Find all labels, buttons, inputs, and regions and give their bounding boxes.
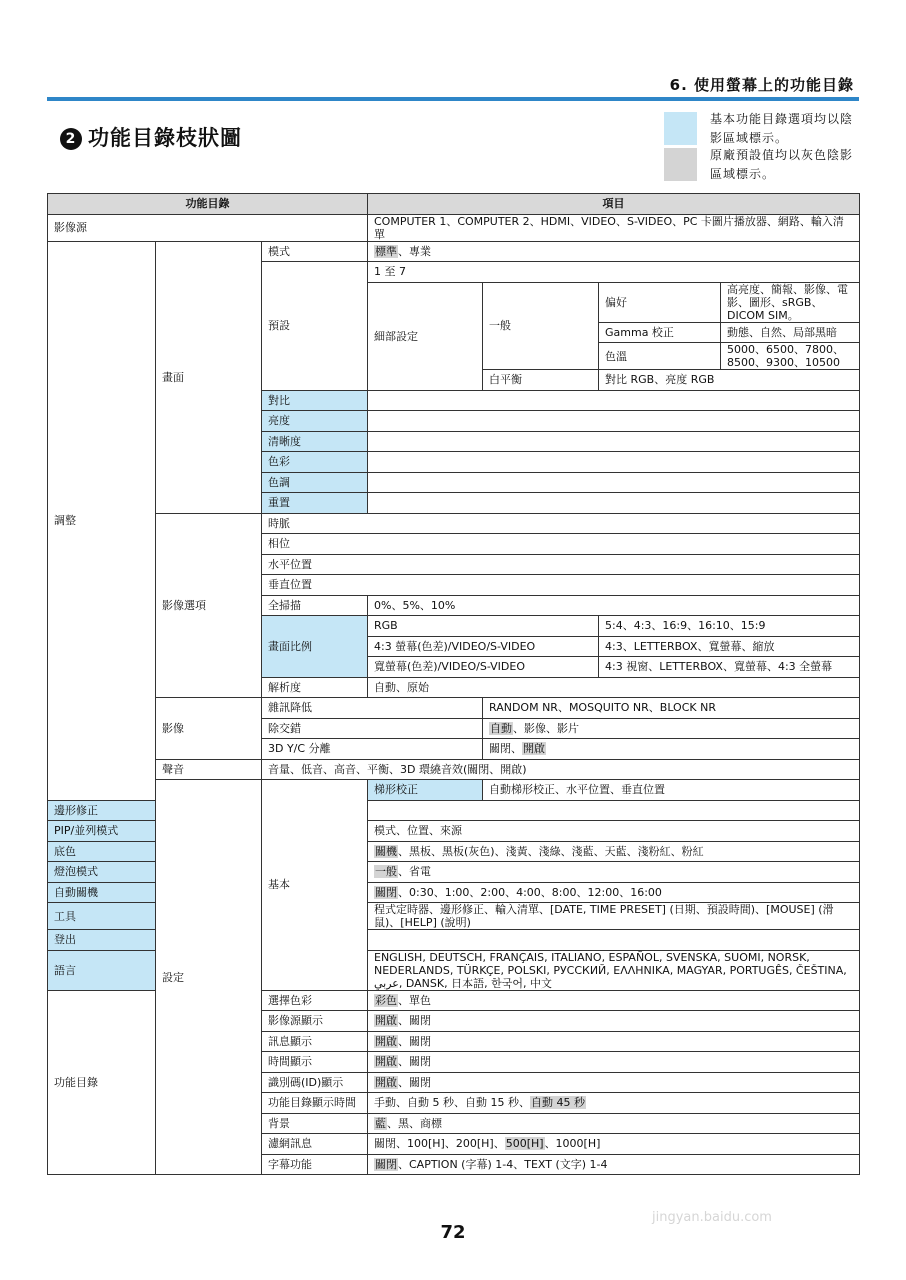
item-3d-yc: 3D Y/C 分離 — [262, 739, 483, 760]
item-contrast: 對比 — [262, 390, 368, 411]
color-temp-values: 5000、6500、7800、8500、9300、10500 — [721, 343, 860, 370]
white-balance-values: 對比 RGB、亮度 RGB — [599, 370, 860, 391]
default-value: 一般 — [375, 865, 397, 879]
page-title-text: 功能目錄枝狀圖 — [88, 126, 242, 150]
default-value: 開啟 — [523, 742, 545, 756]
item-h-position: 水平位置 — [262, 554, 860, 575]
submenu-image-options: 影像選項 — [156, 513, 262, 698]
overscan-values: 0%、5%、10% — [368, 595, 860, 616]
item-tools: 工具 — [48, 903, 156, 930]
default-value: 開啟 — [375, 1014, 397, 1028]
submenu-picture: 畫面 — [156, 241, 262, 513]
default-value: 開啟 — [375, 1055, 397, 1069]
color-select-values: 彩色、單色 — [368, 990, 860, 1011]
item-resolution: 解析度 — [262, 677, 368, 698]
gamma-values: 動態、自然、局部黑暗 — [721, 322, 860, 343]
header-rule — [47, 97, 859, 101]
default-value: 關閉 — [375, 885, 397, 899]
aspect-values-rgb: 5:4、4:3、16:9、16:10、15:9 — [599, 616, 860, 637]
default-value: 500[H] — [505, 1137, 544, 1151]
table-row — [48, 759, 860, 780]
item-clock: 時脈 — [262, 513, 860, 534]
preference-values: 高亮度、簡報、影像、電影、圖形、sRGB、DICOM SIM。 — [721, 282, 860, 322]
item-color-temp: 色溫 — [599, 343, 721, 370]
item-logout: 登出 — [48, 930, 156, 951]
menu-source: 影像源 — [48, 214, 368, 241]
submenu-basic: 基本 — [262, 780, 368, 991]
audio-values: 音量、低音、高音、平衡、3D 環繞音效(關閉、開啟) — [262, 759, 860, 780]
page-title — [60, 122, 242, 152]
table-row — [48, 780, 860, 801]
aspect-values-wide: 4:3 視窗、LETTERBOX、寬螢幕、4:3 全螢幕 — [599, 657, 860, 678]
item-language: 語言 — [48, 950, 156, 990]
source-display-values: 開啟、關閉 — [368, 1011, 860, 1032]
item-detail-settings: 細部設定 — [368, 282, 483, 390]
language-values: ENGLISH, DEUTSCH, FRANÇAIS, ITALIANO, ESPAÑOL, SVENSKA, SUOMI, NORSK, NEDERLANDS, TÜRKÇE, POLSKI, РУССКИЙ, ΕΛΛΗΝΙΚΑ, MAGYAR, PORTUGÊS, ČEŠTINA, عربي, DANSK, 日本語, 한국어, 中文 — [368, 950, 860, 990]
pip-values: 模式、位置、來源 — [368, 821, 860, 842]
mode-values: 標準、專業 — [368, 241, 860, 262]
default-value: 關閉 — [375, 1157, 397, 1171]
default-value: 自動 45 秒 — [530, 1096, 585, 1110]
preset-range: 1 至 7 — [368, 262, 860, 283]
wall-color-values: 關機、黑板、黑板(灰色)、淺黃、淺綠、淺藍、天藍、淺粉紅、粉紅 — [368, 841, 860, 862]
item-mode: 模式 — [262, 241, 368, 262]
table-row — [48, 513, 860, 534]
item-sharpness: 清晰度 — [262, 431, 368, 452]
default-value: 自動 — [490, 721, 512, 735]
item-wall-color: 底色 — [48, 841, 156, 862]
item-general: 一般 — [483, 282, 599, 370]
section-number-icon: 2 — [60, 128, 82, 150]
item-v-position: 垂直位置 — [262, 575, 860, 596]
submenu-menu: 功能目錄 — [48, 990, 156, 1175]
col-header-menu: 功能目錄 — [48, 194, 368, 215]
aspect-values-43: 4:3、LETTERBOX、寬螢幕、縮放 — [599, 636, 860, 657]
keystone-values: 自動梯形校正、水平位置、垂直位置 — [483, 780, 860, 801]
default-value: 開啟 — [375, 1034, 397, 1048]
item-phase: 相位 — [262, 534, 860, 555]
item-color: 色彩 — [262, 452, 368, 473]
item-lamp-mode: 燈泡模式 — [48, 862, 156, 883]
caption-values: 關閉、CAPTION (字幕) 1-4、TEXT (文字) 1-4 — [368, 1154, 860, 1175]
legend-basic-text: 基本功能目錄選項均以陰影區域標示。 — [710, 112, 854, 145]
item-gamma: Gamma 校正 — [599, 322, 721, 343]
aspect-source-43: 4:3 螢幕(色差)/VIDEO/S-VIDEO — [368, 636, 599, 657]
item-cornerstone: 邊形修正 — [48, 800, 156, 821]
item-id-display: 識別碼(ID)顯示 — [262, 1072, 368, 1093]
message-display-values: 開啟、關閉 — [368, 1031, 860, 1052]
item-keystone: 梯形校正 — [368, 780, 483, 801]
item-auto-off: 自動關機 — [48, 882, 156, 903]
menu-time-values: 手動、自動 5 秒、自動 15 秒、自動 45 秒 — [368, 1093, 860, 1114]
default-value: 標準 — [375, 244, 397, 258]
submenu-audio: 聲音 — [156, 759, 262, 780]
item-pip: PIP/並列模式 — [48, 821, 156, 842]
item-overscan: 全掃描 — [262, 595, 368, 616]
time-display-values: 開啟、關閉 — [368, 1052, 860, 1073]
menu-tree-table — [47, 193, 860, 1175]
source-values: COMPUTER 1、COMPUTER 2、HDMI、VIDEO、S-VIDEO、PC 卡圖片播放器、網路、輸入清單 — [368, 214, 860, 241]
item-aspect-ratio: 畫面比例 — [262, 616, 368, 678]
item-brightness: 亮度 — [262, 411, 368, 432]
tools-values: 程式定時器、邊形修正、輸入清單、[DATE, TIME PRESET] (日期、預設時間)、[MOUSE] (滑鼠)、[HELP] (說明) — [368, 903, 860, 930]
aspect-source-rgb: RGB — [368, 616, 599, 637]
col-header-items: 項目 — [368, 194, 860, 215]
item-preset: 預設 — [262, 262, 368, 391]
table-header-row — [48, 194, 860, 215]
item-white-balance: 白平衡 — [483, 370, 599, 391]
item-preference: 偏好 — [599, 282, 721, 322]
lamp-mode-values: 一般、省電 — [368, 862, 860, 883]
item-reset: 重置 — [262, 493, 368, 514]
submenu-video: 影像 — [156, 698, 262, 760]
resolution-values: 自動、原始 — [368, 677, 860, 698]
table-row — [48, 241, 860, 262]
table-row — [48, 214, 860, 241]
item-noise-reduction: 雜訊降低 — [262, 698, 483, 719]
item-message-display: 訊息顯示 — [262, 1031, 368, 1052]
item-source-display: 影像源顯示 — [262, 1011, 368, 1032]
item-background: 背景 — [262, 1113, 368, 1134]
legend-default-text: 原廠預設值均以灰色陰影區域標示。 — [710, 148, 854, 181]
default-value: 彩色 — [375, 993, 397, 1007]
default-value: 開啟 — [375, 1075, 397, 1089]
chapter-heading: 6. 使用螢幕上的功能目錄 — [669, 76, 854, 94]
id-display-values: 開啟、關閉 — [368, 1072, 860, 1093]
item-color-select: 選擇色彩 — [262, 990, 368, 1011]
gray-swatch — [664, 148, 697, 181]
blue-swatch — [664, 112, 697, 145]
item-deinterlace: 除交錯 — [262, 718, 483, 739]
table-row — [48, 698, 860, 719]
filter-message-values: 關閉、100[H]、200[H]、500[H]、1000[H] — [368, 1134, 860, 1155]
item-hue: 色調 — [262, 472, 368, 493]
background-values: 藍、黑、商標 — [368, 1113, 860, 1134]
item-filter-message: 濾網訊息 — [262, 1134, 368, 1155]
auto-off-values: 關閉、0:30、1:00、2:00、4:00、8:00、12:00、16:00 — [368, 882, 860, 903]
item-caption: 字幕功能 — [262, 1154, 368, 1175]
page-number: 72 — [440, 1222, 466, 1243]
item-menu-time: 功能目錄顯示時間 — [262, 1093, 368, 1114]
noise-reduction-values: RANDOM NR、MOSQUITO NR、BLOCK NR — [483, 698, 860, 719]
default-value: 關機 — [375, 844, 397, 858]
baidu-watermark-url: jingyan.baidu.com — [652, 1210, 772, 1225]
3d-yc-values: 關閉、開啟 — [483, 739, 860, 760]
default-value: 藍 — [375, 1116, 386, 1130]
item-time-display: 時間顯示 — [262, 1052, 368, 1073]
menu-adjust: 調整 — [48, 241, 156, 800]
aspect-source-wide: 寬螢幕(色差)/VIDEO/S-VIDEO — [368, 657, 599, 678]
menu-setup: 設定 — [156, 780, 262, 1175]
deinterlace-values: 自動、影像、影片 — [483, 718, 860, 739]
